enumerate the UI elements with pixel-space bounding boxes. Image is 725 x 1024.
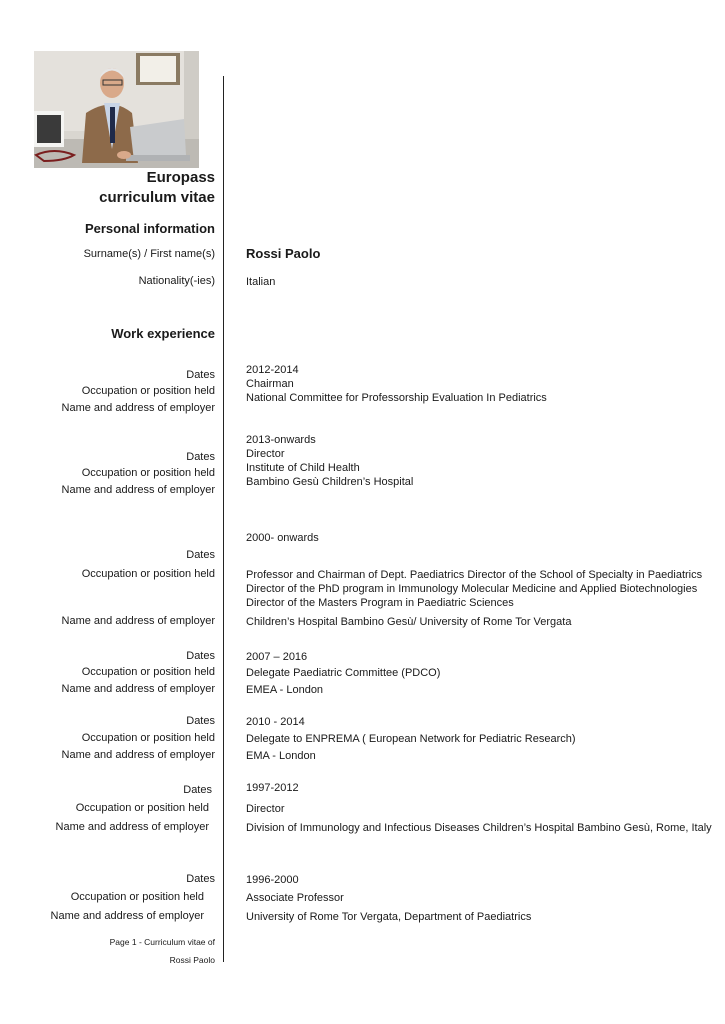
occupation-label: Occupation or position held: [75, 802, 209, 814]
occupation-value: Director of the PhD program in Immunology Molecular Medicine and Applied Biotechnologies: [246, 583, 698, 595]
employer-value: National Committee for Professorship Evaluation In Pediatrics: [246, 392, 547, 404]
employer-label: Name and address of employer: [61, 484, 215, 496]
dates-value: 2010 - 2014: [246, 716, 305, 728]
occupation-label: Occupation or position held: [81, 385, 215, 397]
name-label: Surname(s) / First name(s): [83, 248, 215, 260]
employer-label: Name and address of employer: [61, 749, 215, 761]
occupation-value: Delegate Paediatric Committee (PDCO): [246, 667, 441, 679]
dates-label: Dates: [186, 549, 215, 561]
column-divider: [223, 76, 224, 962]
dates-value: 2013-onwards: [246, 434, 316, 446]
dates-label: Dates: [186, 650, 215, 662]
cv-title-line2: curriculum vitae: [99, 189, 215, 206]
employer-label: Name and address of employer: [61, 615, 215, 627]
occupation-value: Director of the Masters Program in Paediatric Sciences: [246, 597, 514, 609]
profile-photo: [34, 51, 199, 168]
occupation-value: Associate Professor: [246, 892, 344, 904]
employer-value: EMA - London: [246, 750, 316, 762]
occupation-value: Chairman: [246, 378, 294, 390]
dates-value: 1996-2000: [246, 874, 299, 886]
dates-value: 2012-2014: [246, 364, 299, 376]
occupation-value: Professor and Chairman of Dept. Paediatrics Director of the School of Specialty in Paediatrics: [246, 569, 703, 581]
dates-label: Dates: [186, 369, 215, 381]
nationality-label: Nationality(-ies): [138, 275, 215, 287]
employer-value: Institute of Child Health: [246, 462, 360, 474]
employer-label: Name and address of employer: [50, 910, 204, 922]
dates-value: 2000- onwards: [246, 532, 319, 544]
occupation-label: Occupation or position held: [81, 467, 215, 479]
dates-label: Dates: [183, 784, 212, 796]
page-footer-line1: Page 1 - Curriculum vitae of: [109, 937, 215, 947]
page-footer-line2: Rossi Paolo: [169, 955, 215, 965]
name-value: Rossi Paolo: [246, 246, 321, 261]
occupation-value: Delegate to ENPREMA ( European Network for Pediatric Research): [246, 733, 576, 745]
cv-title-line1: Europass: [146, 169, 215, 186]
employer-value: University of Rome Tor Vergata, Department of Paediatrics: [246, 911, 532, 923]
nationality-value: Italian: [246, 276, 276, 288]
occupation-value: Director: [246, 448, 285, 460]
employer-value: EMEA - London: [246, 684, 324, 696]
personal-info-heading: Personal information: [84, 221, 215, 236]
employer-value: Bambino Gesù Children’s Hospital: [246, 476, 414, 488]
dates-label: Dates: [186, 451, 215, 463]
employer-value: Children’s Hospital Bambino Gesù/ University of Rome Tor Vergata: [246, 616, 572, 628]
dates-label: Dates: [186, 873, 215, 885]
dates-value: 2007 – 2016: [246, 651, 308, 663]
occupation-label: Occupation or position held: [81, 666, 215, 678]
occupation-label: Occupation or position held: [81, 732, 215, 744]
employer-label: Name and address of employer: [61, 683, 215, 695]
employer-label: Name and address of employer: [61, 402, 215, 414]
occupation-value: Director: [246, 803, 285, 815]
dates-value: 1997-2012: [246, 782, 299, 794]
occupation-label: Occupation or position held: [70, 891, 204, 903]
dates-label: Dates: [186, 715, 215, 727]
occupation-label: Occupation or position held: [81, 568, 215, 580]
employer-value: Division of Immunology and Infectious Diseases Children’s Hospital Bambino Gesù, Rome, Italy: [246, 822, 712, 834]
employer-label: Name and address of employer: [55, 821, 209, 833]
work-experience-heading: Work experience: [111, 326, 215, 341]
